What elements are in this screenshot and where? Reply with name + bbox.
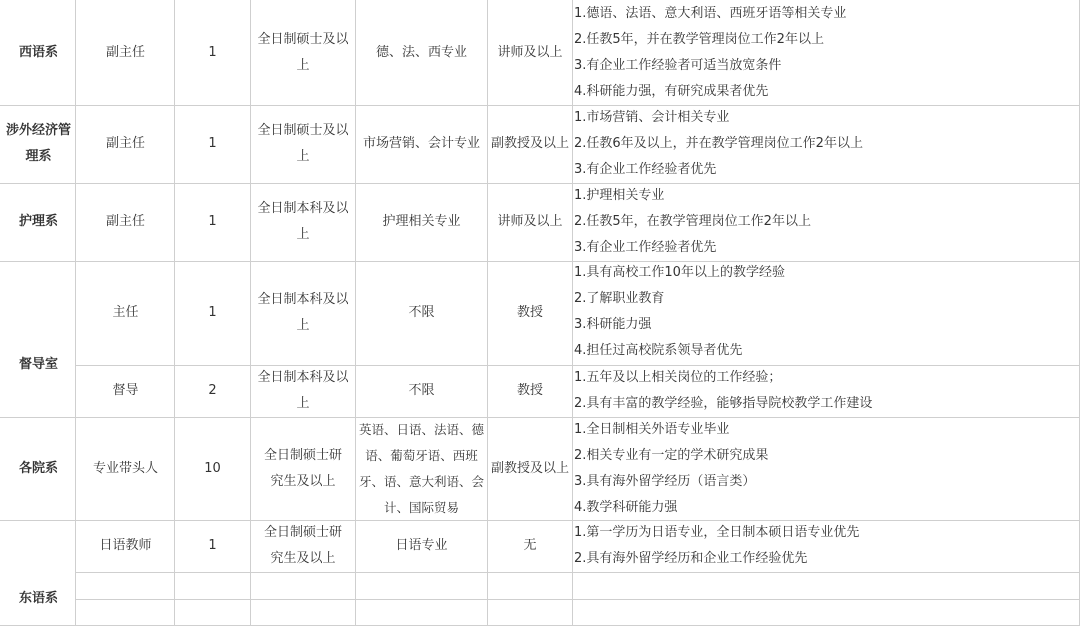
cell-major-text: 英语、日语、法语、德语、葡萄牙语、西班牙、语、意大利语、会计、国际贸易 [358,421,484,515]
cell-title [489,0,571,105]
grid-line-v [487,0,488,626]
requirement-item: 3.有企业工作经验者优先 [574,240,717,255]
cell-count [176,520,249,572]
requirement-item: 1.五年及以上相关岗位的工作经验； [574,370,782,385]
cell-title-text: 副教授及以上 [490,460,569,476]
cell-major [357,261,486,365]
cell-title [489,261,571,365]
cell-department-text: 护理系 [18,214,58,229]
cell-title-text: 教授 [516,383,543,398]
grid-line-h [76,572,1080,573]
cell-position-text: 专业带头人 [92,460,158,476]
requirement-item: 1.具有高校工作10年以上的教学经验 [574,265,785,280]
cell-major [357,417,486,520]
cell-department-text: 涉外经济管理系 [5,123,71,164]
requirement-item: 2.具有海外留学经历和企业工作经验优先 [574,551,808,566]
cell-major-text: 护理相关专业 [382,214,461,229]
cell-position [78,261,173,365]
cell-count-text: 1 [208,214,217,229]
cell-department-text: 东语系 [18,591,58,606]
cell-count-text: 1 [208,305,217,320]
cell-count [176,365,249,417]
cell-count-text: 10 [204,460,221,476]
cell-title-text: 无 [523,538,537,553]
cell-position-text: 督导 [112,383,139,398]
cell-education [252,417,354,520]
grid-line-v [355,0,356,626]
grid-line-v [75,0,76,626]
requirement-item: 1.全日制相关外语专业毕业 [574,422,730,437]
requirement-item: 1.第一学历为日语专业，全日制本硕日语专业优先 [574,525,860,540]
cell-title [489,365,571,417]
cell-title [489,417,571,520]
cell-major [357,0,486,105]
requirement-item: 3.有企业工作经验者优先 [574,162,717,177]
cell-education-text: 全日制本科及以上 [257,292,349,333]
cell-education-text: 全日制硕士研究生及以上 [263,447,342,489]
cell-department-text: 西语系 [18,44,58,60]
cell-education-text: 全日制本科及以上 [257,201,349,242]
requirement-item: 2.相关专业有一定的学术研究成果 [574,448,769,463]
cell-major-text: 日语专业 [395,538,448,553]
cell-title-text: 讲师及以上 [497,44,563,60]
cell-count [176,0,249,105]
requirement-item: 1.市场营销、会计相关专业 [574,110,730,125]
requirement-item: 2.具有丰富的教学经验，能够指导院校教学工作建设 [574,396,873,411]
cell-education-text: 全日制硕士及以上 [257,31,349,73]
cell-major [357,183,486,261]
cell-position [78,183,173,261]
cell-position-text: 主任 [112,305,139,320]
requirement-item: 2.了解职业教育 [574,291,665,306]
requirement-item: 4.科研能力强，有研究成果者优先 [574,84,769,99]
requirement-item: 4.担任过高校院系领导者优先 [574,343,743,358]
cell-count-text: 1 [208,136,217,151]
cell-education [252,105,354,183]
cell-title [489,183,571,261]
requirement-item: 2.任教5年，并在教学管理岗位工作2年以上 [574,32,824,47]
cell-education [252,261,354,365]
cell-title [489,520,571,572]
cell-department-text: 督导室 [18,357,58,372]
cell-position-text: 副主任 [105,136,145,151]
cell-count [176,183,249,261]
grid-line-v [250,0,251,626]
cell-major-text: 市场营销、会计专业 [362,136,480,151]
cell-position [78,520,173,572]
cell-count [176,417,249,520]
cell-department [2,183,75,261]
cell-education-text: 全日制本科及以上 [257,370,349,411]
requirement-item: 1.德语、法语、意大利语、西班牙语等相关专业 [574,6,847,21]
cell-department [2,520,75,626]
cell-major [357,105,486,183]
cell-title-text: 教授 [516,305,543,320]
cell-major-text: 不限 [408,383,435,398]
cell-count-text: 1 [208,44,217,60]
grid-line-h [76,599,1080,600]
cell-major-text: 不限 [408,305,435,320]
cell-education [252,520,354,572]
cell-education-text: 全日制硕士研究生及以上 [263,525,342,566]
cell-count [176,105,249,183]
requirement-item: 3.有企业工作经验者可适当放宽条件 [574,58,782,73]
cell-title-text: 讲师及以上 [497,214,563,229]
cell-position [78,417,173,520]
cell-department [2,0,75,105]
requirement-item: 2.任教5年，在教学管理岗位工作2年以上 [574,214,811,229]
requirement-item: 2.任教6年及以上，并在教学管理岗位工作2年以上 [574,136,863,151]
requirement-item: 3.科研能力强 [574,317,652,332]
cell-position [78,0,173,105]
cell-education [252,365,354,417]
cell-education [252,183,354,261]
requirement-item: 3.具有海外留学经历（语言类） [574,474,756,489]
cell-count-text: 1 [208,538,217,553]
grid-line-v [174,0,175,626]
cell-education [252,0,354,105]
cell-position [78,365,173,417]
cell-major-text: 德、法、西专业 [375,44,467,60]
cell-position [78,105,173,183]
cell-department [2,105,75,183]
cell-count [176,261,249,365]
cell-department-text: 各院系 [18,460,58,476]
cell-title [489,105,571,183]
cell-title-text: 副教授及以上 [490,136,569,151]
cell-education-text: 全日制硕士及以上 [257,123,349,164]
cell-major [357,365,486,417]
cell-position-text: 日语教师 [99,538,152,553]
cell-major [357,520,486,572]
cell-position-text: 副主任 [105,214,145,229]
requirement-item: 4.教学科研能力强 [574,500,678,515]
cell-department [2,261,75,417]
requirement-item: 1.护理相关专业 [574,188,665,203]
cell-count-text: 2 [208,383,217,398]
cell-position-text: 副主任 [105,44,145,60]
cell-department [2,417,75,520]
grid-line-v [572,0,573,626]
